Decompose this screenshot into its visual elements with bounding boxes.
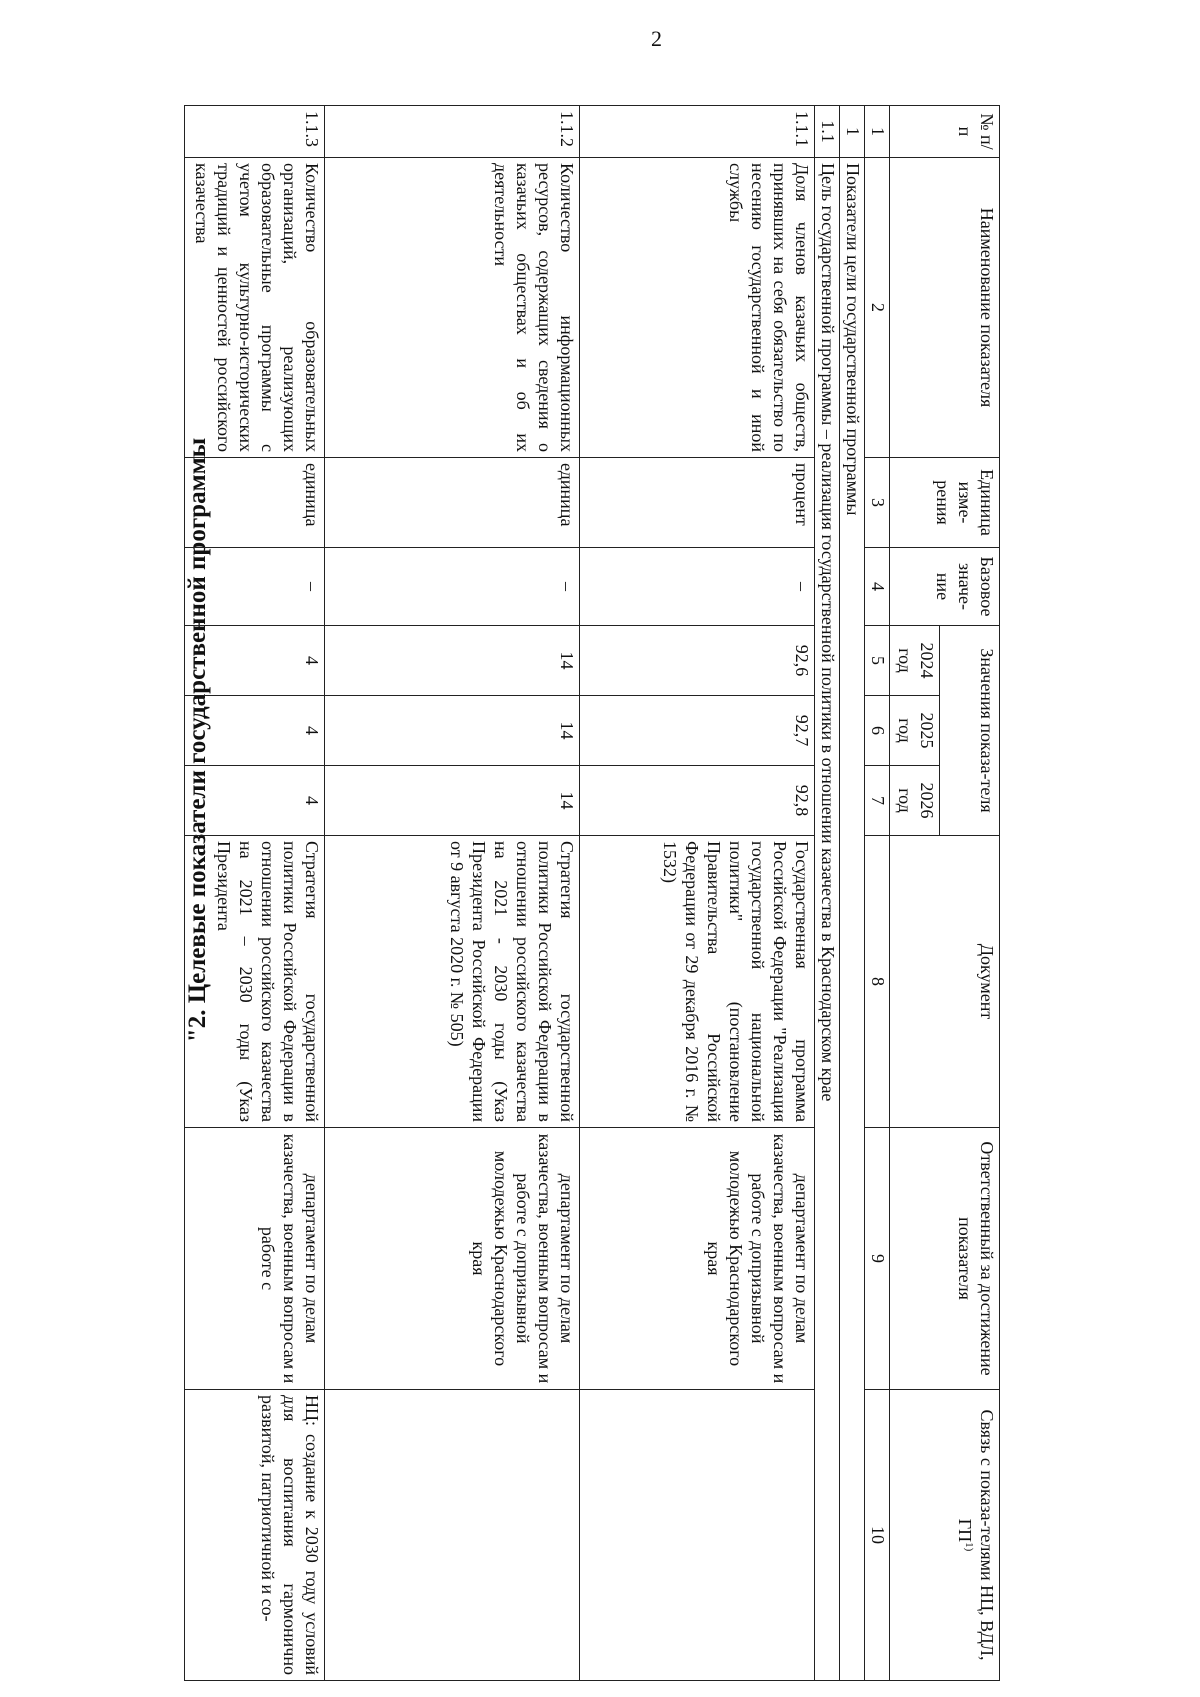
- table-row: [580, 106, 815, 1681]
- row-document: Государственная программа Российской Федерации "Реализация государственной национальной политики" (постановление Правительства Российской Федерации от 29 декабря 2016 г. № 1532): [580, 836, 815, 1128]
- goal-row: [815, 106, 840, 1681]
- row-value-2024: 92,6: [580, 626, 815, 696]
- col-number: 7: [865, 766, 890, 836]
- page-number: 2: [651, 26, 662, 51]
- col-number: 6: [865, 696, 890, 766]
- header-year-2025: 2025 год: [890, 696, 940, 766]
- section-title: Показатели цели государственной программы: [840, 158, 865, 1681]
- header-responsible: Ответственный за достижение показателя: [890, 1128, 1000, 1390]
- header-link-footnote: 1): [963, 1542, 976, 1552]
- header-base: Базовое значе-ние: [890, 548, 1000, 626]
- row-base-value: –: [185, 548, 325, 626]
- row-value-2024: 14: [325, 626, 580, 696]
- row-num: 1.1.3: [185, 106, 325, 158]
- table-row: [325, 106, 580, 1681]
- col-number: 10: [865, 1390, 890, 1681]
- col-number: 3: [865, 458, 890, 548]
- header-num: № п/п: [890, 106, 1000, 158]
- row-responsible: департамент по делам казачества, военным вопросам и работе с допризывной молодежью Краснодарского края: [325, 1128, 580, 1390]
- col-number: 5: [865, 626, 890, 696]
- col-number: 8: [865, 836, 890, 1128]
- header-link-text: Связь с показа-телями НЦ, ВДЛ, ГП: [955, 1409, 997, 1661]
- row-document: Стратегия государственной политики Российской Федерации в отношении российского казачества на 2021 - 2030 годы (Указ Президента Российской Федерации от 9 августа 2020 г. № 505): [325, 836, 580, 1128]
- section-num: 1: [840, 106, 865, 158]
- header-link: [890, 1390, 1000, 1681]
- row-value-2025: 92,7: [580, 696, 815, 766]
- row-base-value: –: [325, 548, 580, 626]
- col-number: 1: [865, 106, 890, 158]
- row-value-2026: 4: [185, 766, 325, 836]
- col-number: 2: [865, 158, 890, 458]
- goal-title: Цель государственной программы – реализация государственной политики в отношении казачества в Краснодарском крае: [815, 158, 840, 1681]
- row-value-2025: 14: [325, 696, 580, 766]
- row-unit: единица: [325, 458, 580, 548]
- row-indicator-name: Доля членов казачьих обществ, принявших на себя обязательство по несению государственной и иной службы: [580, 158, 815, 458]
- row-document: Стратегия государственной политики Российской Федерации в отношении российского казачества на 2021 – 2030 годы (Указ Президента: [185, 836, 325, 1128]
- indicators-table: [184, 105, 1000, 1681]
- row-value-2026: 92,8: [580, 766, 815, 836]
- goal-num: 1.1: [815, 106, 840, 158]
- header-year-2024: 2024 год: [890, 626, 940, 696]
- row-num: 1.1.1: [580, 106, 815, 158]
- row-num: 1.1.2: [325, 106, 580, 158]
- row-value-2025: 4: [185, 696, 325, 766]
- row-unit: процент: [580, 458, 815, 548]
- row-indicator-name: Количество информационных ресурсов, содержащих сведения о казачьих обществах и об их деятельности: [325, 158, 580, 458]
- row-responsible: департамент по делам казачества, военным вопросам и работе с допризывной молодежью Краснодарского края: [580, 1128, 815, 1390]
- row-link: [325, 1390, 580, 1681]
- row-link: [580, 1390, 815, 1681]
- row-value-2024: 4: [185, 626, 325, 696]
- row-base-value: –: [580, 548, 815, 626]
- col-number: 4: [865, 548, 890, 626]
- row-link: НЦ: создание к 2030 году условий для воспитания гармонично развитой, патриотичной и со-: [185, 1390, 325, 1681]
- header-row-1: [940, 106, 1000, 1681]
- header-unit: Единица изме-рения: [890, 458, 1000, 548]
- row-indicator-name: Количество образовательных организаций, реализующих образовательные программы с учетом культурно-исторических традиций и ценностей российского казачества: [185, 158, 325, 458]
- header-document: Документ: [890, 836, 1000, 1128]
- header-values-group: Значения показа-теля: [940, 626, 1000, 836]
- header-name: Наименование показателя: [890, 158, 1000, 458]
- col-number: 9: [865, 1128, 890, 1390]
- header-year-2026: 2026 год: [890, 766, 940, 836]
- column-numbers-row: [865, 106, 890, 1681]
- row-unit: единица: [185, 458, 325, 548]
- table-row: [185, 106, 325, 1681]
- row-responsible: департамент по делам казачества, военным вопросам и работе с: [185, 1128, 325, 1390]
- document-title: "2. Целевые показатели государственной программы: [184, 437, 211, 1043]
- row-value-2026: 14: [325, 766, 580, 836]
- section-row: [840, 106, 865, 1681]
